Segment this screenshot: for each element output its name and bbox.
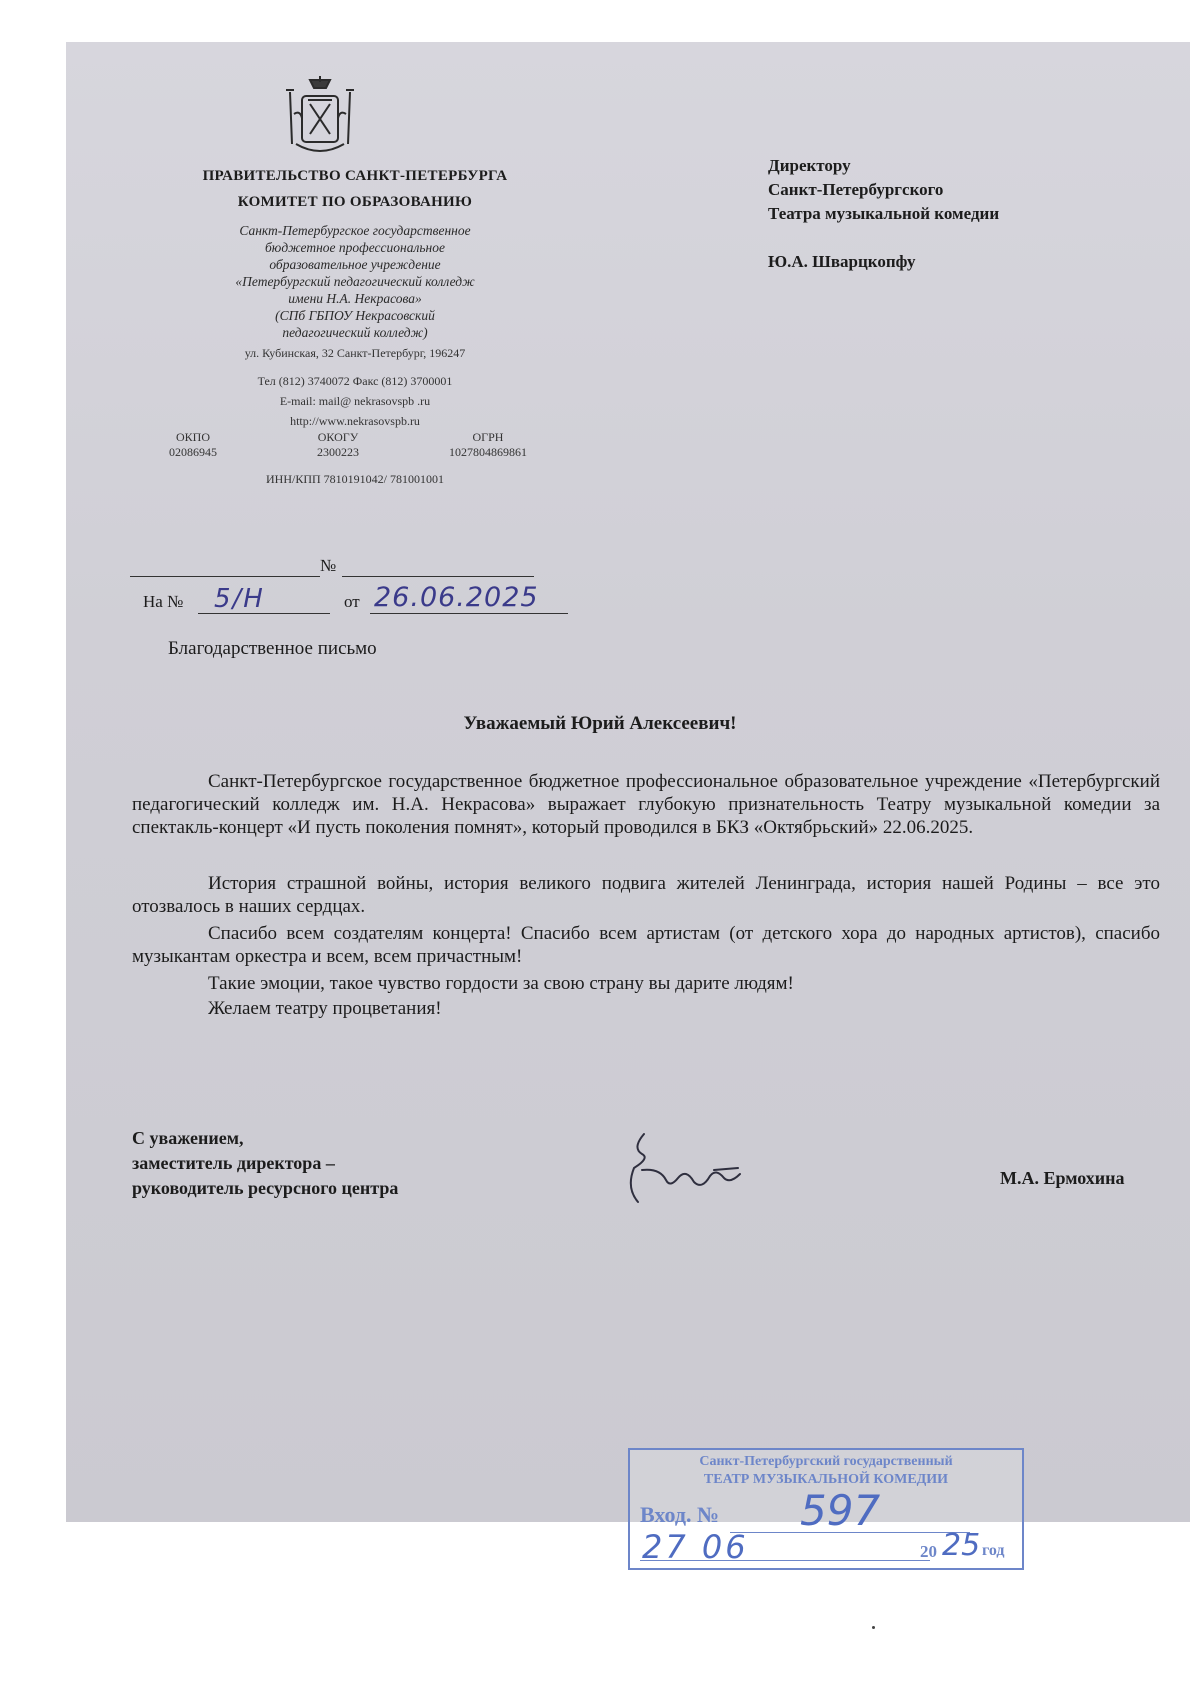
code-okpo bbox=[153, 430, 233, 460]
code-ogrn bbox=[413, 430, 563, 460]
reference-date-handwritten: 26.06.2025 bbox=[374, 582, 539, 613]
code-value: 2300223 bbox=[317, 445, 359, 459]
code-label: ОГРН bbox=[472, 430, 504, 444]
signer-name: М.А. Ермохина bbox=[1000, 1168, 1125, 1188]
code-label: ОКОГУ bbox=[317, 430, 359, 444]
letterhead-org-line: «Петербургский педагогический колледж bbox=[235, 274, 475, 289]
signature-line: заместитель директора – bbox=[132, 1153, 335, 1173]
signature-line: С уважением, bbox=[132, 1128, 244, 1148]
letterhead-address: ул. Кубинская, 32 Санкт-Петербург, 196247 bbox=[244, 346, 466, 360]
code-value: 1027804869861 bbox=[449, 445, 527, 459]
letterhead bbox=[145, 168, 565, 528]
signature-block bbox=[132, 1126, 398, 1201]
body-paragraph: Санкт-Петербургское государственное бюджетное профессиональное образовательное учреждение «Петербургский педагогический колледж им. Н.А. Некрасова» выражает глубокую признательность Театру музыкальной комедии за спектакль-концерт «И пусть поколения помнят», который проводился в БКЗ «Октябрьский» 22.06.2025. bbox=[132, 771, 1160, 838]
stamp-org-line: Санкт-Петербургский государственный bbox=[699, 1454, 953, 1469]
letterhead-phone: Тел (812) 3740072 Факс (812) 3700001 bbox=[257, 374, 453, 388]
stamp-incoming-number: 597 bbox=[800, 1486, 881, 1535]
stamp-year-prefix: 20 bbox=[920, 1542, 937, 1561]
letterhead-org-line: образовательное учреждение bbox=[269, 257, 441, 272]
outgoing-number-sign: № bbox=[320, 556, 337, 575]
addressee-line: Санкт-Петербургского bbox=[768, 180, 944, 199]
handwritten-signature bbox=[620, 1128, 750, 1212]
stamp-date: 27 06 bbox=[642, 1528, 749, 1566]
stamp-year-handwritten: 25 bbox=[942, 1528, 981, 1563]
scan-speck bbox=[872, 1626, 875, 1629]
code-label: ОКПО bbox=[175, 430, 210, 444]
outgoing-number-value-line bbox=[342, 575, 534, 577]
stamp-org-line: ТЕАТР МУЗЫКАЛЬНОЙ КОМЕДИИ bbox=[703, 1472, 949, 1487]
letterhead-inn: ИНН/КПП 7810191042/ 781001001 bbox=[265, 472, 444, 486]
reference-number-handwritten: 5/Н bbox=[214, 584, 265, 614]
addressee-line: Директору bbox=[768, 156, 851, 175]
reference-on-label: На № bbox=[143, 592, 184, 611]
body-paragraph: Желаем театру процветания! bbox=[208, 998, 442, 1019]
body-paragraph: История страшной войны, история великого подвига жителей Ленинграда, история нашей Родины – все это отозвалось в наших сердцах. bbox=[132, 873, 1160, 917]
reference-from-label: от bbox=[344, 592, 360, 611]
letterhead-government: ПРАВИТЕЛЬСТВО САНКТ-ПЕТЕРБУРГА bbox=[202, 168, 508, 184]
signature-line: руководитель ресурсного центра bbox=[132, 1178, 399, 1198]
letterhead-org-line: педагогический колледж) bbox=[282, 325, 428, 340]
outgoing-number-line bbox=[130, 575, 320, 577]
incoming-stamp bbox=[628, 1448, 1024, 1570]
addressee-block bbox=[768, 154, 999, 274]
stamp-incoming-label: Вход. № bbox=[640, 1502, 720, 1527]
letterhead-org-line: бюджетное профессиональное bbox=[265, 240, 445, 255]
salutation: Уважаемый Юрий Алексеевич! bbox=[463, 713, 737, 734]
letter-subject: Благодарственное письмо bbox=[168, 638, 377, 659]
letterhead-committee: КОМИТЕТ ПО ОБРАЗОВАНИЮ bbox=[237, 194, 473, 210]
code-value: 02086945 bbox=[169, 445, 217, 459]
body-paragraph: Спасибо всем создателям концерта! Спасибо всем артистам (от детского хора до народных артистов), спасибо музыкантам оркестра и всем, всем причастным! bbox=[132, 923, 1160, 967]
stamp-date-line bbox=[640, 1560, 930, 1561]
letterhead-org-line: Санкт-Петербургское государственное bbox=[239, 223, 471, 238]
code-okogu bbox=[283, 430, 393, 460]
coat-of-arms-icon bbox=[280, 74, 360, 160]
body-paragraph: Такие эмоции, такое чувство гордости за свою страну вы дарите людям! bbox=[208, 973, 794, 994]
letterhead-org-line: имени Н.А. Некрасова» bbox=[288, 291, 422, 306]
stamp-number-line bbox=[730, 1532, 970, 1533]
letterhead-org-line: (СПб ГБПОУ Некрасовский bbox=[275, 308, 435, 323]
letterhead-website: http://www.nekrasovspb.ru bbox=[290, 414, 420, 428]
addressee-name: Ю.А. Шварцкопфу bbox=[768, 252, 916, 271]
letterhead-email: E-mail: mail@ nekrasovspb .ru bbox=[279, 394, 431, 408]
addressee-line: Театра музыкальной комедии bbox=[768, 204, 1000, 223]
stamp-year-suffix: год bbox=[982, 1542, 1005, 1559]
